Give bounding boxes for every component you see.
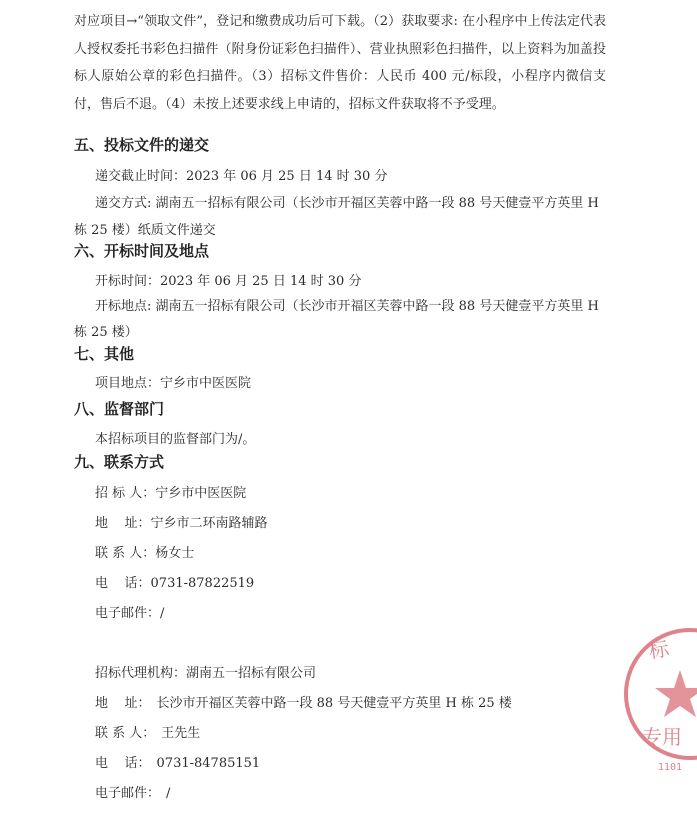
agency-contact: 王先生 bbox=[161, 726, 201, 741]
submission-method-line1: 递交方式: 湖南五一招标有限公司（长沙市开福区芙蓉中路一段 88 号天健壹平方英里 H bbox=[95, 196, 599, 211]
tenderer-email-row bbox=[95, 602, 164, 621]
agency-name: 湖南五一招标有限公司 bbox=[186, 666, 317, 681]
agency-phone-label: 电 话： bbox=[95, 756, 151, 771]
agency-contact-label: 联 系 人： bbox=[95, 726, 156, 741]
section-7-heading: 七、其他 bbox=[74, 345, 135, 363]
company-seal-stamp bbox=[620, 622, 697, 772]
agency-email: / bbox=[166, 786, 171, 801]
seal-star-icon bbox=[655, 670, 697, 717]
opening-place-line1: 开标地点: 湖南五一招标有限公司（长沙市开福区芙蓉中路一段 88 号天健壹平方英里 H bbox=[95, 299, 599, 314]
submission-deadline: 递交截止时间：2023 年 06 月 25 日 14 时 30 分 bbox=[95, 169, 388, 184]
project-location: 项目地点：宁乡市中医医院 bbox=[95, 376, 252, 391]
tenderer-name-label: 招 标 人： bbox=[95, 486, 156, 501]
tenderer-address-row bbox=[95, 512, 268, 531]
agency-email-row bbox=[95, 782, 170, 801]
tenderer-address-label: 地 址： bbox=[95, 516, 151, 531]
tenderer-name: 宁乡市中医医院 bbox=[155, 486, 247, 501]
agency-name-row bbox=[95, 662, 316, 681]
agency-phone-row bbox=[95, 752, 260, 771]
tenderer-email: / bbox=[160, 606, 165, 621]
seal-digits: 1101 bbox=[658, 762, 683, 772]
opening-time: 开标时间：2023 年 06 月 25 日 14 时 30 分 bbox=[95, 274, 362, 289]
seal-mid-text: 专用 bbox=[642, 725, 682, 749]
intro-paragraph: 对应项目→“领取文件”，登记和缴费成功后可下载。（2）获取要求: 在小程序中上传法定代表人授权委托书彩色扫描件（附身份证彩色扫描件）、营业执照彩色扫描件，以上资料为加盖投标人原始公章的彩色扫描件。（3）招标文件售价：人民币 400 元/标段，小程序内微信支付，售后不退。（4）未按上述要求线上申请的，招标文件获取将不予受理。 bbox=[74, 14, 606, 112]
submission-method-line2: 栋 25 楼）纸质文件递交 bbox=[74, 223, 216, 238]
agency-address: 长沙市开福区芙蓉中路一段 88 号天健壹平方英里 H 栋 25 楼 bbox=[156, 696, 512, 711]
agency-address-label: 地 址： bbox=[95, 696, 151, 711]
agency-name-label: 招标代理机构： bbox=[95, 666, 187, 681]
agency-phone: 0731-84785151 bbox=[156, 756, 261, 771]
agency-contact-row bbox=[95, 722, 200, 741]
section-8-heading: 八、监督部门 bbox=[74, 400, 165, 418]
seal-top-text: 标 bbox=[647, 636, 671, 663]
tenderer-address: 宁乡市二环南路辅路 bbox=[150, 516, 268, 531]
tenderer-phone: 0731-87822519 bbox=[150, 576, 255, 591]
tenderer-phone-row bbox=[95, 572, 254, 591]
tenderer-email-label: 电子邮件： bbox=[95, 606, 161, 621]
section-5-heading: 五、投标文件的递交 bbox=[74, 136, 210, 154]
section-6-heading: 六、开标时间及地点 bbox=[74, 242, 210, 260]
tenderer-name-row bbox=[95, 482, 246, 501]
tenderer-contact-row bbox=[95, 542, 194, 561]
supervision-text: 本招标项目的监督部门为/。 bbox=[95, 432, 256, 447]
tenderer-contact-label: 联 系 人： bbox=[95, 546, 156, 561]
agency-address-row bbox=[95, 692, 512, 711]
opening-place-line2: 栋 25 楼） bbox=[74, 325, 138, 340]
agency-email-label: 电子邮件： bbox=[95, 786, 161, 801]
section-9-heading: 九、联系方式 bbox=[74, 453, 165, 471]
tenderer-contact: 杨女士 bbox=[155, 546, 195, 561]
tenderer-phone-label: 电 话： bbox=[95, 576, 151, 591]
